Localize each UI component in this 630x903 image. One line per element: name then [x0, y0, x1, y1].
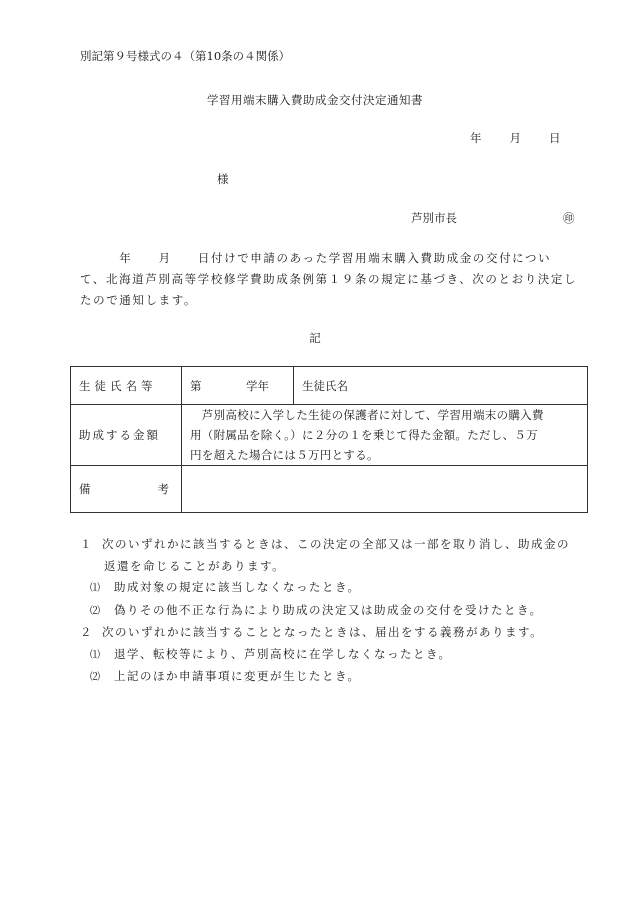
grade-suffix: 学年 — [246, 378, 269, 393]
table-row — [71, 405, 588, 466]
amount-label: 助成する金額 — [71, 405, 182, 466]
subitem-number: ⑵ — [90, 605, 100, 617]
amount-description — [182, 405, 588, 466]
notes-section — [80, 534, 570, 689]
grade-cell — [182, 367, 294, 405]
amount-line: 用（附属品を除く。）に２分の１を乗じて得た金額。ただし、５万 — [190, 428, 539, 442]
amount-line: 芦別高校に入学した生徒の保護者に対して、学習用端末の購入費 — [190, 408, 544, 422]
note-text: 次のいずれかに該当するときは、この決定の全部又は一部を取り消し、助成金の — [102, 537, 570, 551]
note-item — [80, 534, 570, 556]
subitem-text: 退学、転校等により、芦別高校に在学しなくなったとき。 — [114, 646, 452, 661]
student-name-label: 生徒氏名 — [294, 367, 588, 405]
subitem-number: ⑴ — [90, 583, 100, 594]
subitem-text: 上記のほか申請事項に変更が生じたとき。 — [114, 669, 361, 683]
note-number: ２ — [80, 625, 92, 639]
body-line: たので通知します。 — [80, 293, 197, 307]
form-number: 別記第９号様式の４（第10条の４関係） — [80, 49, 291, 63]
addressee-honorific: 様 — [217, 172, 229, 186]
document-title: 学習用端末購入費助成金交付決定通知書 — [207, 93, 423, 107]
student-info-label: 生徒氏名等 — [71, 367, 182, 405]
body-line: 年 月 日付けで申請のあった学習用端末購入費助成金の交付につい — [80, 251, 552, 265]
seal-mark: ㊞ — [563, 211, 575, 225]
grade-prefix: 第 — [190, 378, 202, 393]
amount-line: 円を超えた場合には５万円とする。 — [190, 448, 379, 462]
date-year: 年 — [470, 131, 482, 145]
remarks-label-right: 考 — [157, 482, 173, 496]
remarks-label-left: 備 — [79, 482, 95, 496]
note-continuation: 返還を命じることがあります。 — [104, 558, 286, 573]
note-number: １ — [80, 537, 92, 551]
note-subitem — [80, 666, 570, 689]
subitem-text: 助成対象の規定に該当しなくなったとき。 — [114, 580, 361, 594]
subitem-number: ⑴ — [90, 649, 100, 661]
note-item — [80, 622, 570, 644]
note-text: 次のいずれかに該当することとなったときは、届出をする義務があります。 — [102, 625, 544, 639]
remarks-value — [182, 466, 588, 513]
date-line — [470, 130, 561, 146]
table-row — [71, 466, 588, 513]
note-subitem — [80, 600, 570, 623]
subitem-text: 偽りその他不正な行為により助成の決定又は助成金の交付を受けたとき。 — [114, 602, 543, 617]
body-line: て、北海道芦別高等学校修学費助成条例第１９条の規定に基づき、次のとおり決定し — [80, 272, 578, 286]
table-row — [71, 367, 588, 405]
note-subitem — [80, 644, 570, 667]
note-subitem — [80, 577, 570, 600]
ki-heading: 記 — [309, 331, 321, 345]
sender-name: 芦別市長 — [411, 211, 457, 225]
body-paragraph — [80, 248, 587, 311]
date-month: 月 — [509, 131, 521, 145]
info-table — [70, 366, 588, 513]
date-day: 日 — [549, 131, 561, 145]
remarks-label — [71, 466, 182, 513]
subitem-number: ⑵ — [90, 672, 100, 683]
